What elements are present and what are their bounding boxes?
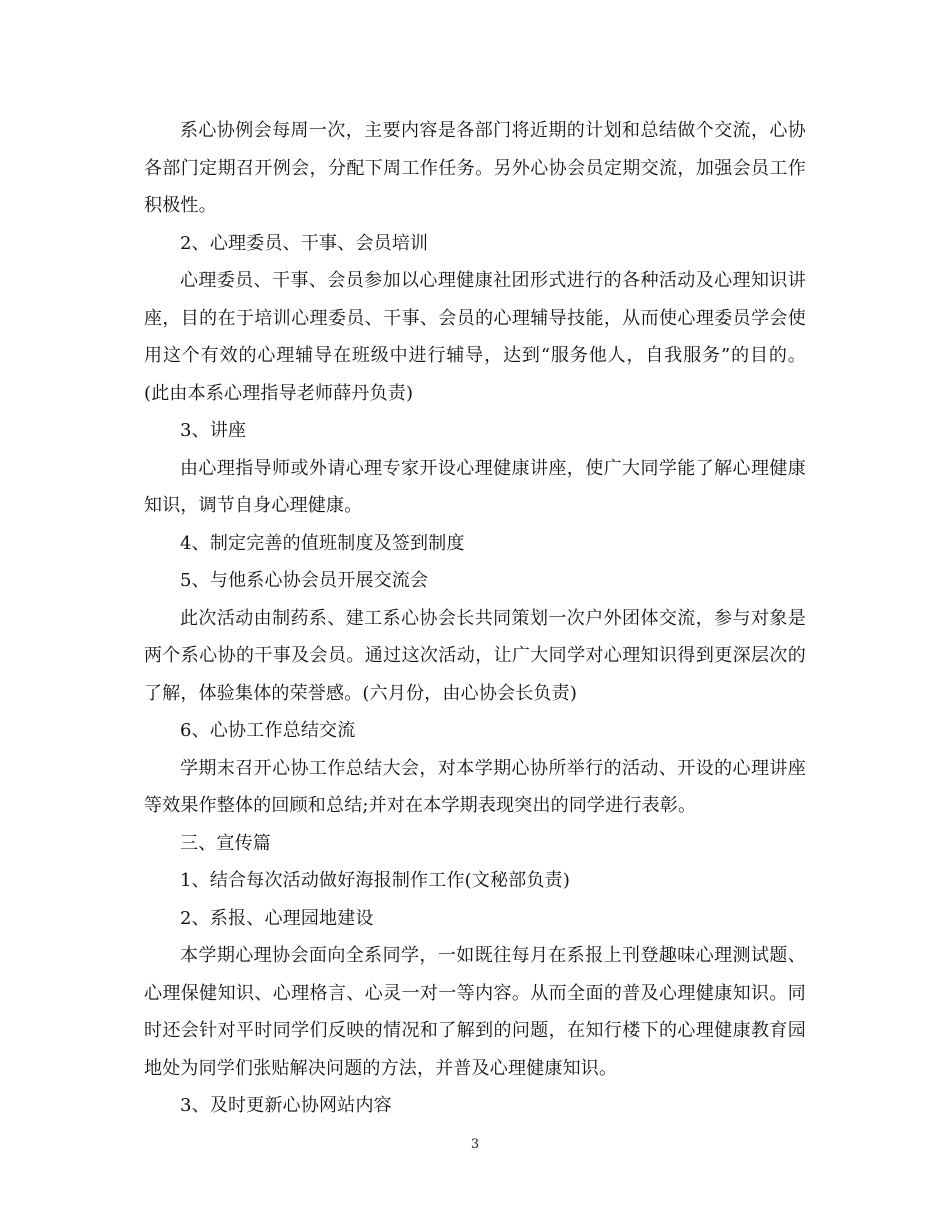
paragraph-lecture: 由心理指导师或外请心理专家开设心理健康讲座，使广大同学能了解心理健康知识，调节自身心理健康。 (144, 457, 806, 516)
paragraph-meeting-intro: 系心协例会每周一次，主要内容是各部门将近期的计划和总结做个交流，心协各部门定期召开例会，分配下周工作任务。另外心协会员定期交流，加强会员工作积极性。 (144, 120, 806, 216)
heading-website-update: 3、及时更新心协网站内容 (180, 1095, 392, 1116)
paragraph-work-summary: 学期末召开心协工作总结大会，对本学期心协所举行的活动、开设的心理讲座等效果作整体的回顾和总结;并对在本学期表现突出的同学进行表彰。 (144, 757, 806, 816)
paragraph-training: 心理委员、干事、会员参加以心理健康社团形式进行的各种活动及心理知识讲座，目的在于培训心理委员、干事、会员的心理辅导技能，从而使心理委员学会使用这个有效的心理辅导在班级中进行辅导，达到“服务他人，自我服务”的目的。(此由本系心理指导老师薛丹负责) (144, 270, 806, 404)
heading-posters: 1、结合每次活动做好海报制作工作(文秘部负责) (180, 870, 571, 891)
heading-duty-system: 4、制定完善的值班制度及签到制度 (180, 532, 465, 554)
heading-exchange-meeting: 5、与他系心协会员开展交流会 (180, 570, 429, 591)
document-body (144, 112, 806, 1125)
heading-lecture: 3、讲座 (180, 420, 247, 441)
page-number: 3 (470, 1137, 480, 1152)
heading-training: 2、心理委员、干事、会员培训 (180, 232, 429, 254)
section-heading-publicity: 三、宣传篇 (180, 832, 271, 854)
heading-newsletter: 2、系报、心理园地建设 (180, 907, 374, 929)
paragraph-newsletter: 本学期心理协会面向全系同学，一如既往每月在系报上刊登趣味心理测试题、心理保健知识、心理格言、心灵一对一等内容。从而全面的普及心理健康知识。同时还会针对平时同学们反映的情况和了解到的问题，在知行楼下的心理健康教育园地处为同学们张贴解决问题的方法，并普及心理健康知识。 (144, 945, 806, 1079)
heading-work-summary: 6、心协工作总结交流 (180, 720, 356, 741)
paragraph-exchange-meeting: 此次活动由制药系、建工系心协会长共同策划一次户外团体交流，参与对象是两个系心协的干事及会员。通过这次活动，让广大同学对心理知识得到更深层次的了解，体验集体的荣誉感。(六月份，由心协会长负责) (144, 607, 806, 704)
